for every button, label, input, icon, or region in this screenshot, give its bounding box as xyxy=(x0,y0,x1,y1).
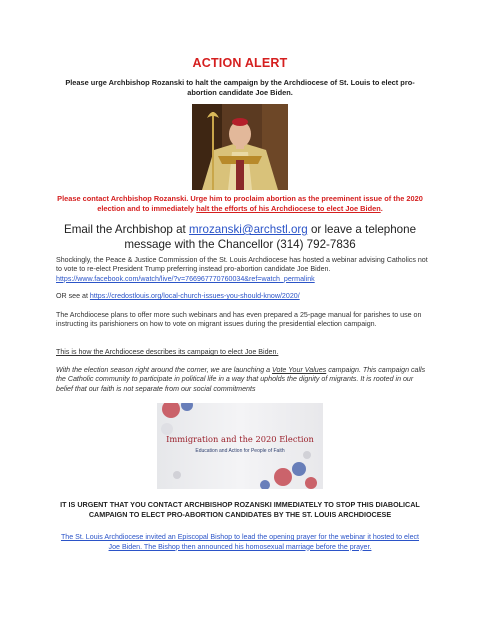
email-line xyxy=(42,222,438,252)
banner-subtitle: Education and Action for People of Faith xyxy=(195,448,285,454)
contact-call-end: . xyxy=(380,204,383,213)
credo-paragraph xyxy=(56,292,432,301)
credo-link[interactable]: https://credostlouis.org/local-church-issues-you-should-know/2020/ xyxy=(89,292,300,300)
vote-your-values: Vote Your Values xyxy=(272,366,327,374)
contact-call-text: Please contact Archbishop Rozanski. Urge him to proclaim abortion as the preeminent issue of the 2020 election and to immediately xyxy=(57,194,423,213)
archbishop-email-link[interactable]: mrozanski@archstl.org xyxy=(189,223,308,236)
campaign-quote xyxy=(56,366,432,394)
banner-title: Immigration and the 2020 Election xyxy=(166,434,314,444)
email-suffix: or leave a telephone message with the Chancellor (314) 792-7836 xyxy=(124,223,417,251)
webinar-text: Shockingly, the Peace & Justice Commission of the St. Louis Archdiocese has hosted a webinar advising Catholics not to vote to re-elect President Trump preferring instead pro-abortion candidate Joe Biden. xyxy=(56,256,428,274)
urgent-notice: IT IS URGENT THAT YOU CONTACT ARCHBISHOP ROZANSKI IMMEDIATELY TO STOP THIS DIABOLICAL CAMPAIGN TO ELECT PRO-ABORTION CANDIDATES BY THE ST. LOUIS ARCHDIOCESE xyxy=(60,500,420,519)
contact-call-underlined: halt the efforts of his Archdiocese to elect Joe Biden xyxy=(196,204,381,213)
campaign-quote-a: With the election season right around the corner, we are launching a xyxy=(56,366,273,374)
email-prefix: Email the Archbishop at xyxy=(63,223,189,236)
credo-prefix: OR see at xyxy=(56,292,90,300)
banner-graphic xyxy=(157,403,323,489)
campaign-quote-b: campaign. This campaign calls the Catholic community to participate in political life in a way that upholds the dignity of migrants. It is rooted in our belief that our faith is not separate from our social commitments xyxy=(56,366,426,393)
immigration-election-banner xyxy=(157,403,323,489)
webinar-paragraph xyxy=(56,256,432,284)
archbishop-photo xyxy=(192,104,288,190)
manual-paragraph: The Archdiocese plans to offer more such webinars and has even prepared a 25-page manual for parishes to use on instructing its parishioners on how to vote on migrant issues during the presidential election campaign. xyxy=(56,311,422,329)
archbishop-photo-illustration xyxy=(192,104,288,190)
contact-call-paragraph xyxy=(48,194,432,214)
alert-subtitle: Please urge Archbishop Rozanski to halt the campaign by the Archdiocese of St. Louis to elect pro-abortion candidate Joe Biden. xyxy=(65,78,415,97)
campaign-intro: This is how the Archdiocese describes its campaign to elect Joe Biden. xyxy=(56,348,279,356)
alert-title: ACTION ALERT xyxy=(192,56,288,70)
episcopal-bishop-link[interactable]: The St. Louis Archdiocese invited an Episcopal Bishop to lead the opening prayer for the webinar it hosted to elect Joe Biden. The Bishop then announced his homosexual marriage before the prayer. xyxy=(60,533,420,551)
facebook-video-link[interactable]: https://www.facebook.com/watch/live/?v=766967770760034&ref=watch_permalink xyxy=(56,274,315,283)
